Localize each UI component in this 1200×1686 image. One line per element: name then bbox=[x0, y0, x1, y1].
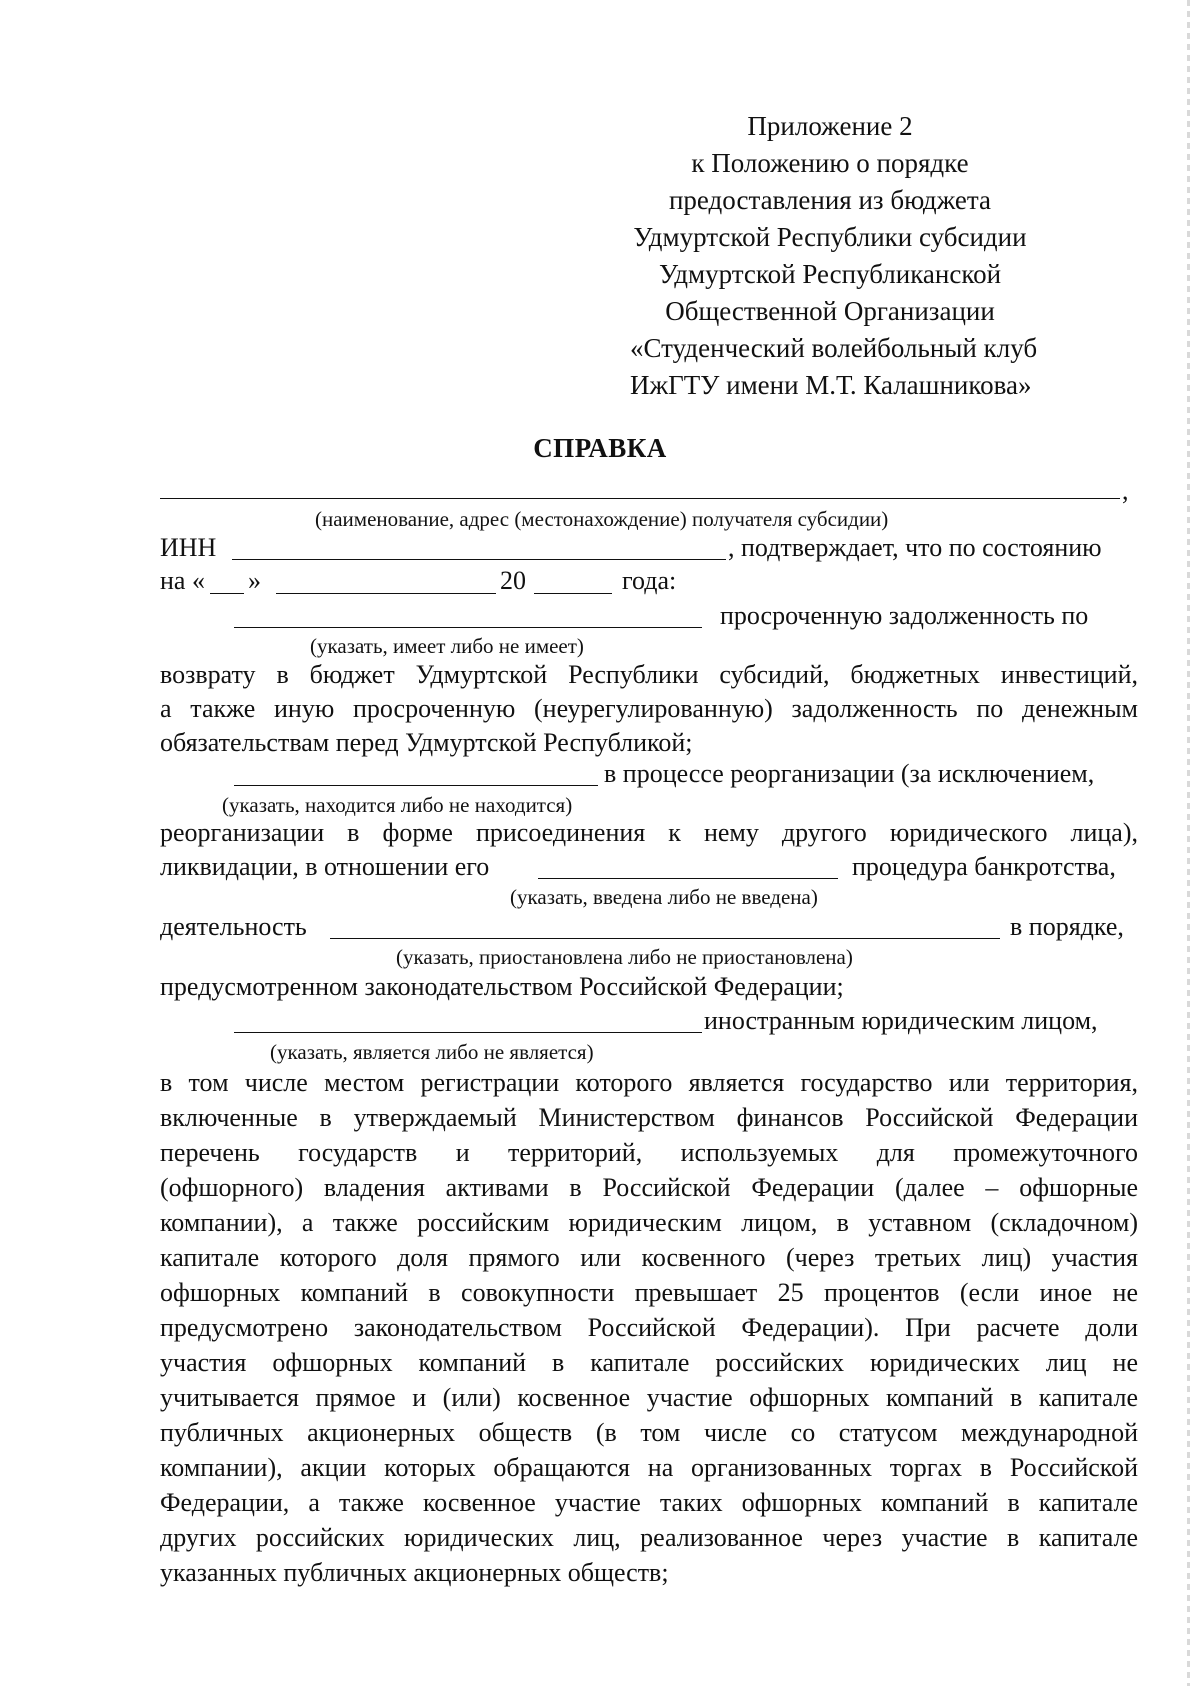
inn-suffix: , подтверждает, что по состоянию bbox=[728, 533, 1102, 562]
debt-status-blank bbox=[234, 626, 702, 628]
liquidation-prefix: ликвидации, в отношении его bbox=[160, 852, 490, 881]
scan-edge bbox=[1187, 0, 1190, 1686]
offshore-line: публичных акционерных обществ (в том числе со статусом международной bbox=[160, 1418, 1138, 1447]
debt-line: а также иную просроченную (неурегулированную) задолженность по денежным bbox=[160, 694, 1138, 723]
date-quote-close: » bbox=[248, 566, 261, 595]
caption-is: (указать, является либо не является) bbox=[270, 1040, 594, 1064]
offshore-line: в том числе местом регистрации которого является государство или территория, bbox=[160, 1068, 1138, 1097]
activity-status-blank bbox=[330, 937, 1000, 939]
attachment-line: предоставления из бюджета bbox=[668, 185, 992, 215]
recipient-comma: , bbox=[1122, 476, 1129, 505]
recipient-blank bbox=[160, 497, 1120, 499]
inn-blank bbox=[232, 558, 726, 560]
liquidation-suffix: процедура банкротства, bbox=[852, 852, 1116, 881]
reorg-text: в процессе реорганизации (за исключением, bbox=[604, 759, 1095, 788]
document-title: СПРАВКА bbox=[533, 433, 667, 463]
attachment-line: Общественной Организации bbox=[665, 296, 995, 326]
date-day-blank bbox=[210, 592, 244, 594]
offshore-line: учитывается прямое и (или) косвенное участие офшорных компаний в капитале bbox=[160, 1383, 1138, 1412]
offshore-line: офшорных компаний в совокупности превышает 25 процентов (если иное не bbox=[160, 1278, 1138, 1307]
reorg-status-blank bbox=[234, 784, 598, 786]
offshore-line: Федерации, а также косвенное участие таких офшорных компаний в капитале bbox=[160, 1488, 1138, 1517]
offshore-line: других российских юридических лиц, реализованное через участие в капитале bbox=[160, 1523, 1138, 1552]
offshore-line: компании), акции которых обращаются на организованных торгах в Российской bbox=[160, 1453, 1138, 1482]
date-suffix: года: bbox=[622, 566, 677, 595]
date-year: 20 bbox=[500, 566, 526, 595]
attachment-line: Удмуртской Республики субсидии bbox=[633, 222, 1027, 252]
attachment-header bbox=[630, 108, 1038, 404]
offshore-line: компании), а также российским юридическим лицом, в уставном (складочном) bbox=[160, 1208, 1138, 1237]
caption-introduced: (указать, введена либо не введена) bbox=[510, 885, 818, 909]
offshore-line: предусмотрено законодательством Российской Федерации). При расчете доли bbox=[160, 1313, 1138, 1342]
activity-line: предусмотренном законодательством Российской Федерации; bbox=[160, 972, 844, 1001]
activity-prefix: деятельность bbox=[160, 912, 307, 941]
bankruptcy-status-blank bbox=[538, 877, 838, 879]
offshore-line: капитале которого доля прямого или косвенного (через третьих лиц) участия bbox=[160, 1243, 1138, 1272]
attachment-line: «Студенческий волейбольный клуб bbox=[630, 333, 1038, 363]
debt-line: обязательствам перед Удмуртской Республикой; bbox=[160, 728, 693, 757]
offshore-line: перечень государств и территорий, используемых для промежуточного bbox=[160, 1138, 1138, 1167]
foreign-status-blank bbox=[234, 1031, 702, 1033]
date-year-blank bbox=[534, 592, 612, 594]
offshore-line: включенные в утверждаемый Министерством финансов Российской Федерации bbox=[160, 1103, 1138, 1132]
offshore-line: указанных публичных акционерных обществ; bbox=[160, 1558, 669, 1587]
recipient-caption: (наименование, адрес (местонахождение) получателя субсидии) bbox=[315, 507, 889, 531]
offshore-line: (офшорного) владения активами в Российской Федерации (далее – офшорные bbox=[160, 1173, 1138, 1202]
debt-line: возврату в бюджет Удмуртской Республики субсидий, бюджетных инвестиций, bbox=[160, 660, 1138, 689]
inn-label: ИНН bbox=[160, 533, 217, 562]
foreign-text: иностранным юридическим лицом, bbox=[704, 1006, 1098, 1035]
date-month-blank bbox=[276, 592, 496, 594]
activity-suffix: в порядке, bbox=[1010, 912, 1124, 941]
debt-text: просроченную задолженность по bbox=[720, 601, 1089, 630]
attachment-line: Удмуртской Республиканской bbox=[658, 259, 1002, 289]
attachment-line: ИжГТУ имени М.Т. Калашникова» bbox=[630, 370, 1032, 400]
reorg-line: реорганизации в форме присоединения к нему другого юридического лица), bbox=[160, 818, 1138, 847]
caption-is-in: (указать, находится либо не находится) bbox=[222, 793, 573, 817]
date-prefix: на « bbox=[160, 566, 205, 595]
caption-suspended: (указать, приостановлена либо не приостановлена) bbox=[396, 945, 853, 969]
offshore-line: участия офшорных компаний в капитале российских юридических лиц не bbox=[160, 1348, 1138, 1377]
attachment-line: Приложение 2 bbox=[747, 111, 913, 141]
caption-has: (указать, имеет либо не имеет) bbox=[310, 634, 584, 658]
attachment-line: к Положению о порядке bbox=[691, 148, 969, 178]
